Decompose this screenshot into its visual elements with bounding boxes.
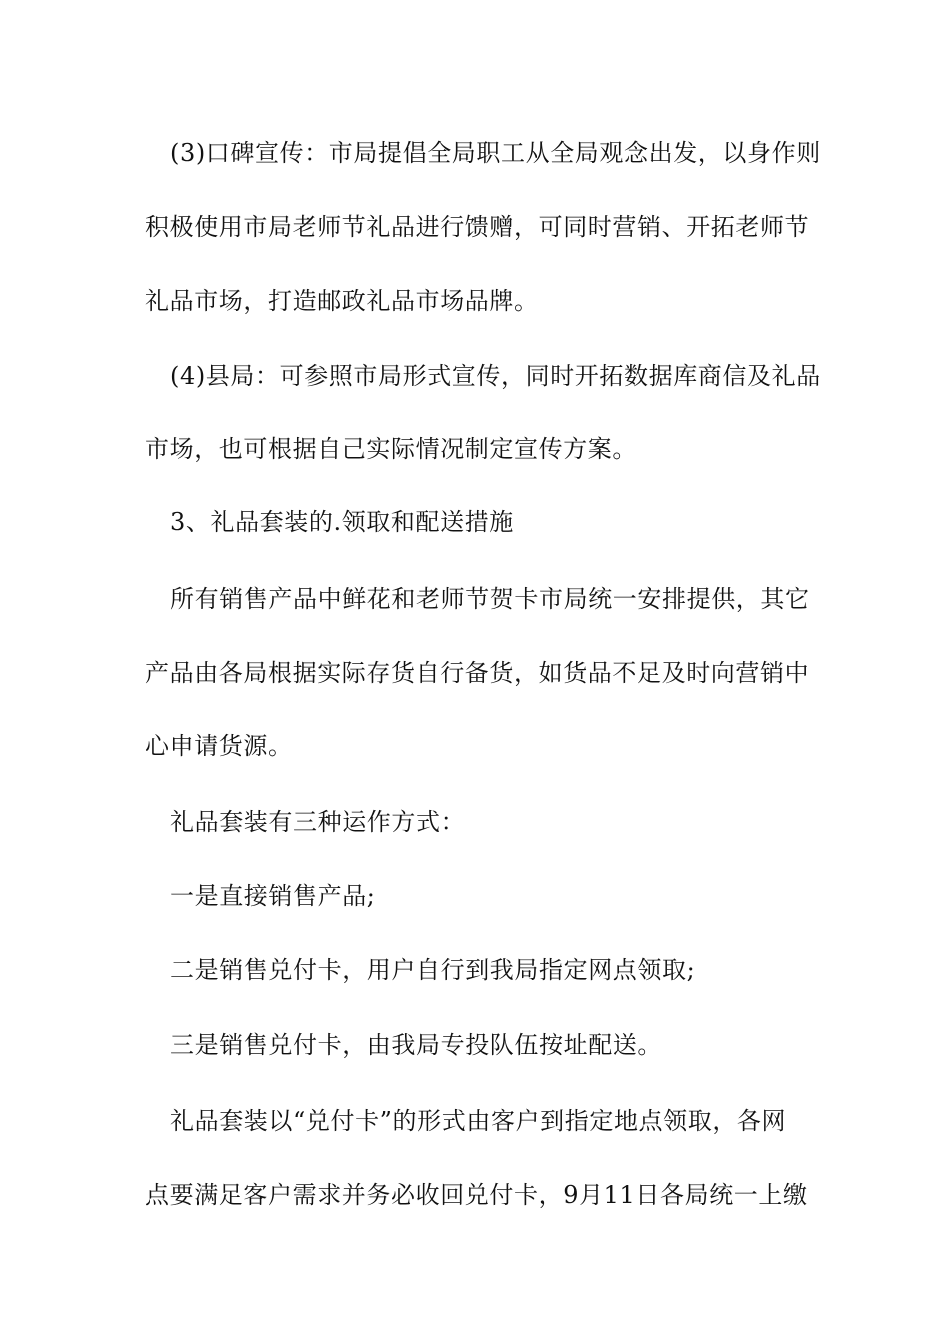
paragraph-line: 礼品套装以“兑付卡”的形式由客户到指定地点领取，各网 (170, 1107, 787, 1135)
paragraph-line: 礼品市场，打造邮政礼品市场品牌。 (145, 287, 539, 315)
paragraph-line: (4)县局：可参照市局形式宣传，同时开拓数据库商信及礼品 (170, 362, 821, 390)
paragraph-line: 二是销售兑付卡，用户自行到我局指定网点领取; (170, 956, 696, 984)
paragraph-line: 三是销售兑付卡，由我局专投队伍按址配送。 (170, 1031, 662, 1059)
paragraph-line: 点要满足客户需求并务必收回兑付卡，9月11日各局统一上缴 (145, 1181, 808, 1209)
paragraph-line: 所有销售产品中鲜花和老师节贺卡市局统一安排提供，其它 (170, 585, 810, 613)
paragraph-line: 礼品套装有三种运作方式： (170, 808, 466, 836)
paragraph-line: 产品由各局根据实际存货自行备货，如货品不足及时向营销中 (145, 659, 810, 687)
section-heading: 3、礼品套装的.领取和配送措施 (170, 508, 514, 536)
paragraph-line: 市场，也可根据自己实际情况制定宣传方案。 (145, 435, 637, 463)
paragraph-line: (3)口碑宣传：市局提倡全局职工从全局观念出发，以身作则 (170, 139, 821, 167)
paragraph-line: 积极使用市局老师节礼品进行馈赠，可同时营销、开拓老师节 (145, 213, 810, 241)
paragraph-line: 心申请货源。 (145, 732, 293, 760)
paragraph-line: 一是直接销售产品; (170, 882, 376, 910)
